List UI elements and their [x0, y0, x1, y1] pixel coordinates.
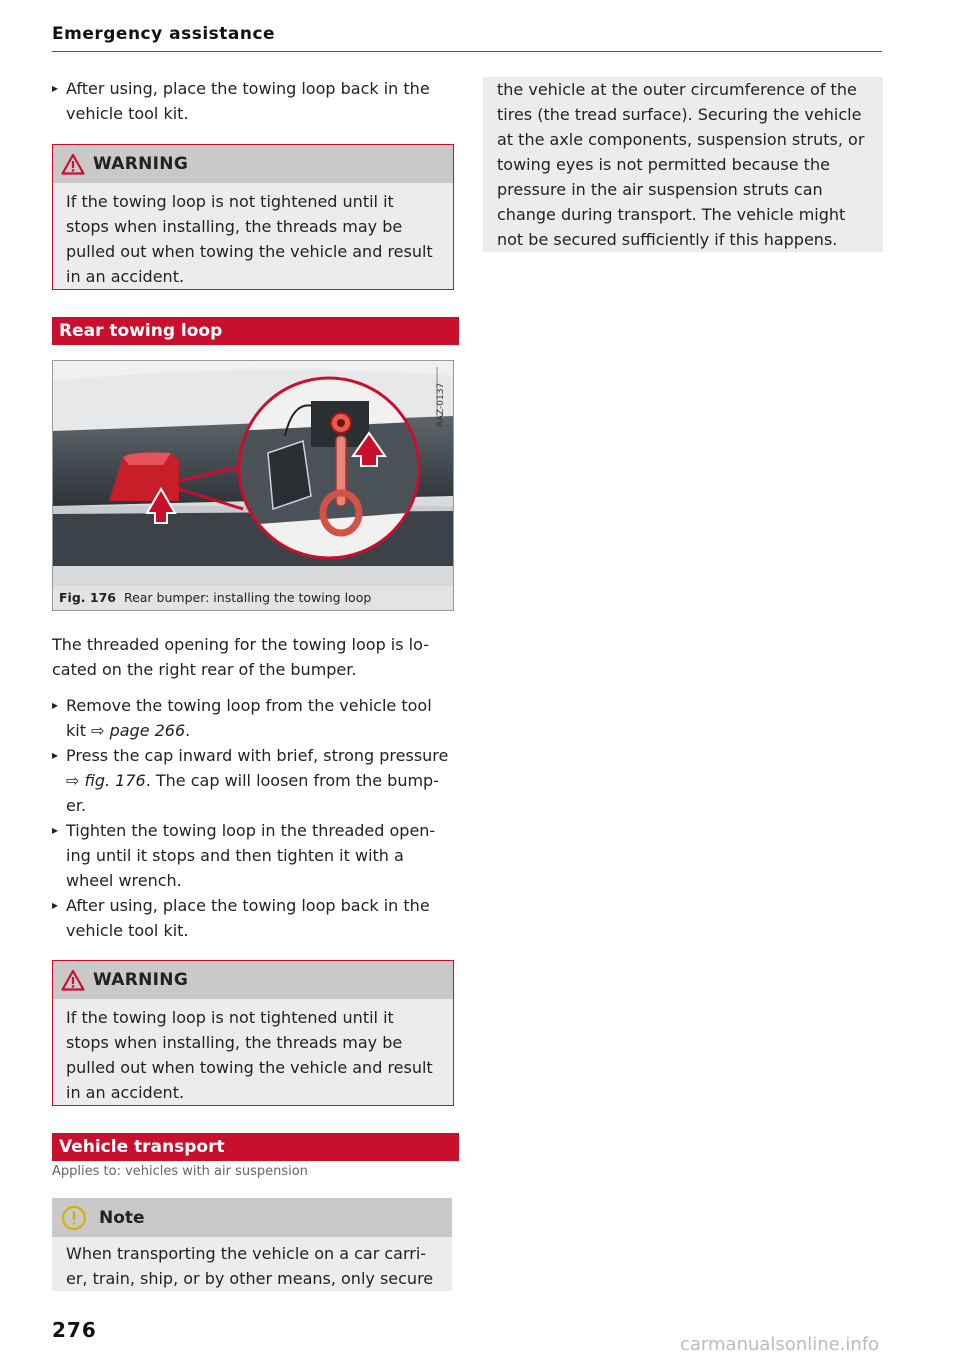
step-line — [66, 768, 452, 793]
step-line: ▸ Tighten the towing loop in the threaded open- — [66, 821, 436, 840]
warning-box-2 — [52, 960, 454, 1106]
header-rule — [52, 51, 882, 52]
note-title: Note — [99, 1207, 145, 1228]
page-reference-link[interactable]: ⇨ page 266 — [91, 721, 186, 740]
step-item — [52, 893, 452, 943]
step-line: ▸ Press the cap inward with brief, strong pressure — [66, 746, 449, 765]
intro-paragraph — [52, 632, 452, 682]
warning-line: pulled out when towing the vehicle and result — [66, 1058, 433, 1077]
note-line: When transporting the vehicle on a car carri- — [66, 1244, 427, 1263]
note-continuation-line: tires (the tread surface). Securing the vehicle — [497, 105, 862, 124]
figure-reference-link[interactable]: ⇨ fig. 176 — [66, 771, 146, 790]
section-title-rear-towing-loop: Rear towing loop — [52, 317, 459, 345]
step-line — [66, 718, 452, 743]
step-text: kit — [66, 721, 92, 740]
step-text: . The cap will loosen from the bump- — [145, 771, 439, 790]
step-item — [52, 743, 452, 818]
note-continuation-line: towing eyes is not permitted because the — [497, 155, 830, 174]
warning-line: in an accident. — [66, 267, 185, 286]
note-header — [52, 1198, 452, 1237]
warning-body-2 — [53, 999, 453, 1111]
figure-176 — [52, 360, 454, 611]
footer-watermark: carmanualsonline.info — [680, 1334, 880, 1355]
step-line: er. — [66, 796, 87, 815]
warning-line: stops when installing, the threads may be — [66, 217, 403, 236]
figure-code-text: RAZ-0137 — [436, 382, 446, 427]
warning-body-1 — [53, 183, 453, 295]
step-item — [52, 818, 452, 893]
warning-header-2 — [53, 961, 453, 999]
note-box — [52, 1198, 452, 1291]
note-continuation-line: at the axle components, suspension struts, or — [497, 130, 865, 149]
warning-triangle-icon — [61, 153, 85, 175]
figure-caption-text: Rear bumper: installing the towing loop — [123, 590, 372, 605]
figure-label: Fig. 176 — [59, 590, 116, 605]
page-number: 276 — [52, 1318, 97, 1342]
section-title-vehicle-transport: Vehicle transport — [52, 1133, 459, 1161]
note-continuation-line: the vehicle at the outer circumference of the — [497, 80, 857, 99]
step-line: wheel wrench. — [66, 871, 182, 890]
warning-title-2: WARNING — [93, 970, 189, 990]
applies-to-text: Applies to: vehicles with air suspension — [52, 1164, 308, 1179]
step-line: ▸ After using, place the towing loop back in the — [66, 896, 430, 915]
warning-title-1: WARNING — [93, 154, 189, 174]
note-info-icon — [61, 1205, 87, 1231]
warning-box-1 — [52, 144, 454, 290]
warning-triangle-icon — [61, 969, 85, 991]
note-body — [52, 1237, 452, 1293]
figure-code — [436, 369, 450, 429]
step-item — [52, 693, 452, 743]
intro-bullet-text: ▸ After using, place the towing loop back in the vehicle tool kit. — [66, 79, 430, 123]
warning-line: pulled out when towing the vehicle and result — [66, 242, 433, 261]
note-line: er, train, ship, or by other means, only secure — [66, 1269, 434, 1288]
warning-line: If the towing loop is not tightened until it — [66, 1008, 394, 1027]
paragraph-line: cated on the right rear of the bumper. — [52, 660, 357, 679]
note-continuation-line: pressure in the air suspension struts can — [497, 180, 823, 199]
note-continuation-line: not be secured sufficiently if this happens. — [497, 230, 838, 249]
intro-bullet — [52, 76, 466, 126]
warning-line: stops when installing, the threads may be — [66, 1033, 403, 1052]
paragraph-line: The threaded opening for the towing loop is lo- — [52, 635, 429, 654]
step-text: . — [185, 721, 191, 740]
note-continuation-line: change during transport. The vehicle might — [497, 205, 846, 224]
warning-line: in an accident. — [66, 1083, 185, 1102]
warning-line: If the towing loop is not tightened until it — [66, 192, 394, 211]
step-line: ▸ Remove the towing loop from the vehicle tool — [66, 696, 432, 715]
towing-loop-illustration — [53, 361, 453, 586]
note-continuation — [483, 77, 883, 252]
page-header-title: Emergency assistance — [52, 24, 276, 44]
warning-header-1 — [53, 145, 453, 183]
step-line: ing until it stops and then tighten it with a — [66, 846, 404, 865]
steps-list — [52, 693, 452, 943]
figure-caption — [53, 586, 453, 610]
step-line: vehicle tool kit. — [66, 921, 189, 940]
